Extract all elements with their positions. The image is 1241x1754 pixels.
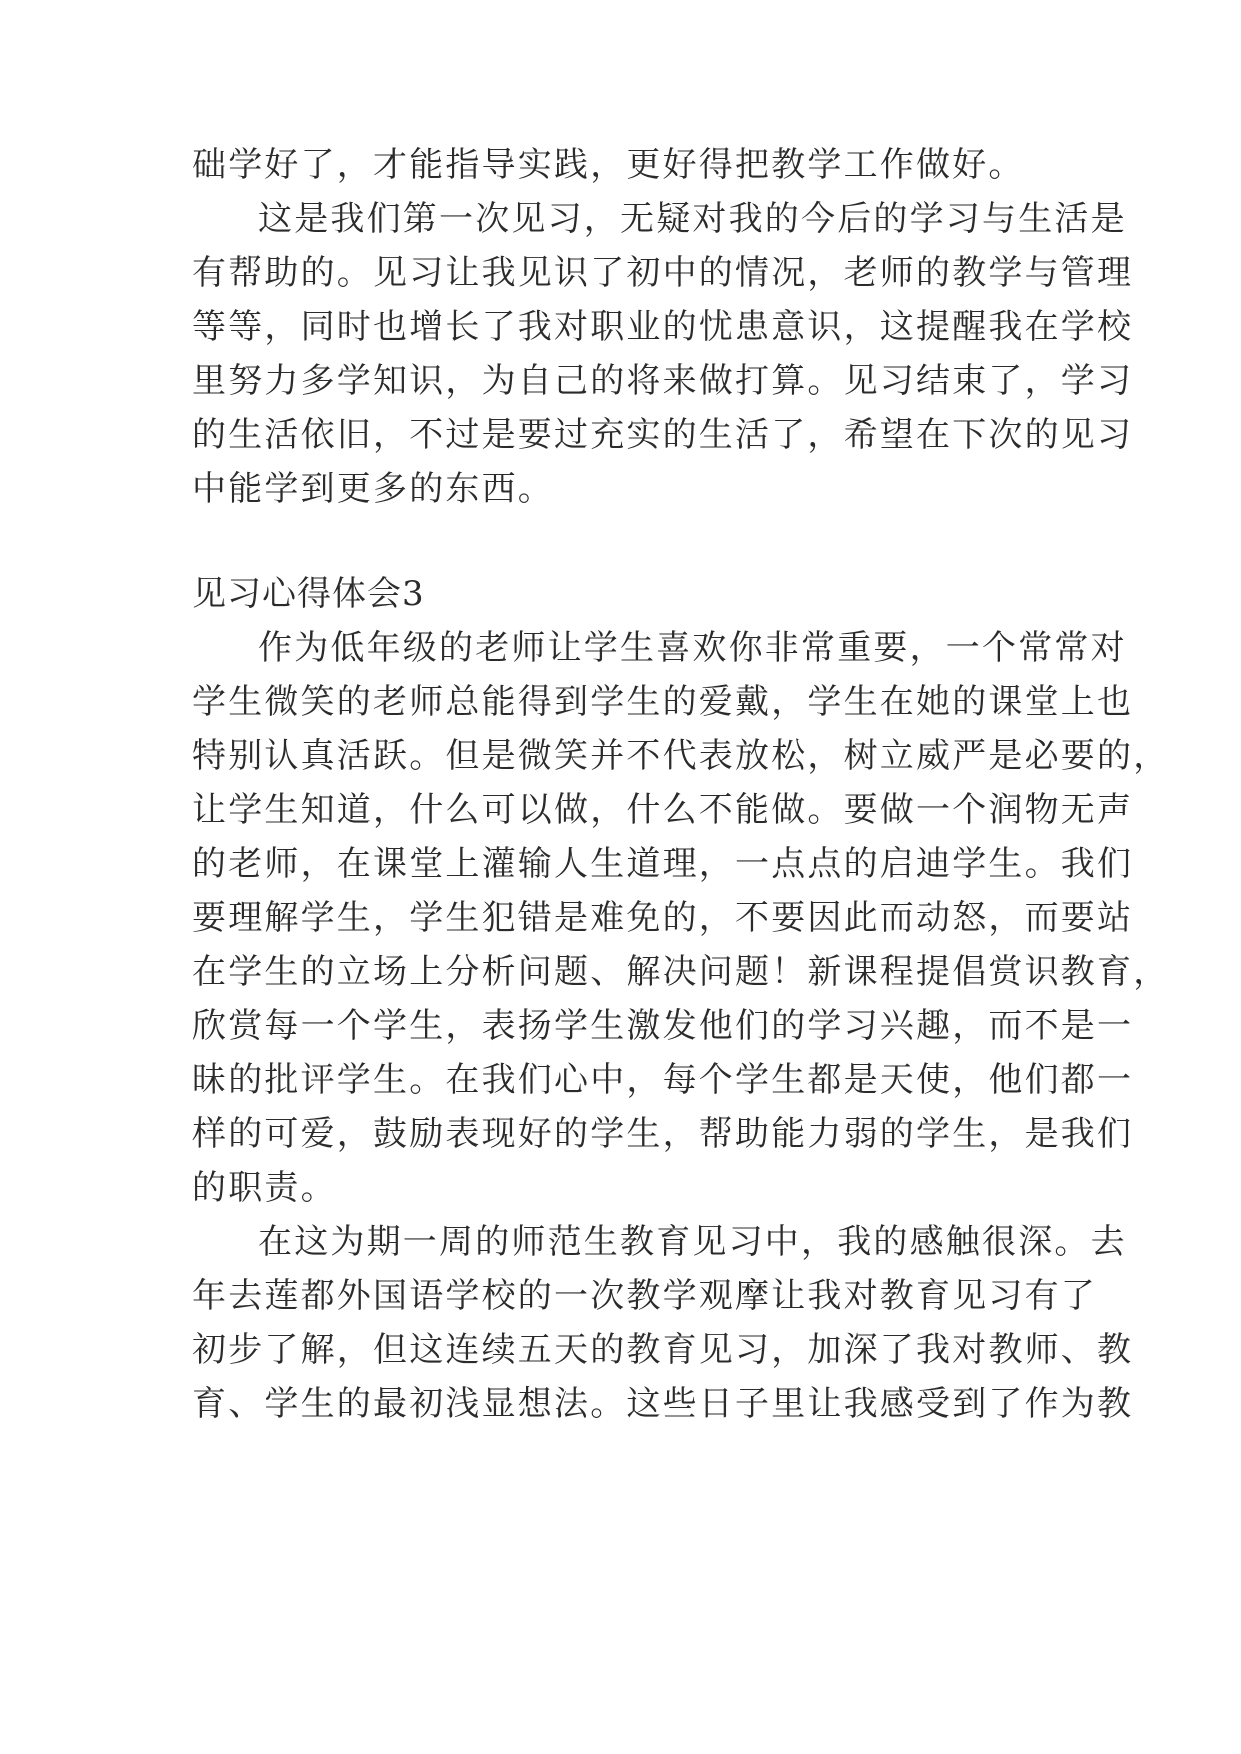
text-line: 等等，同时也增长了我对职业的忧患意识，这提醒我在学校 <box>192 307 1134 347</box>
text-line: 的生活依旧，不过是要过充实的生活了，希望在下次的见习 <box>192 415 1134 455</box>
text-line: 中能学到更多的东西。 <box>192 469 554 509</box>
text-line: 样的可爱，鼓励表现好的学生，帮助能力弱的学生，是我们 <box>192 1114 1134 1154</box>
text-line: 年去莲都外国语学校的一次教学观摩让我对教育见习有了 <box>192 1276 1097 1316</box>
text-line: 础学好了，才能指导实践，更好得把教学工作做好。 <box>192 145 1025 185</box>
text-line: 欣赏每一个学生，表扬学生激发他们的学习兴趣，而不是一 <box>192 1006 1134 1046</box>
text-line: 有帮助的。见习让我见识了初中的情况，老师的教学与管理 <box>192 253 1134 293</box>
text-line: 作为低年级的老师让学生喜欢你非常重要，一个常常对 <box>258 628 1127 668</box>
text-line: 学生微笑的老师总能得到学生的爱戴，学生在她的课堂上也 <box>192 682 1134 722</box>
text-line: 的老师，在课堂上灌输人生道理，一点点的启迪学生。我们 <box>192 844 1134 884</box>
text-line: 在这为期一周的师范生教育见习中，我的感触很深。去 <box>258 1222 1127 1262</box>
text-line: 要理解学生，学生犯错是难免的，不要因此而动怒，而要站 <box>192 898 1134 938</box>
text-line: 这是我们第一次见习，无疑对我的今后的学习与生活是 <box>258 199 1127 239</box>
text-line: 初步了解，但这连续五天的教育见习，加深了我对教师、教 <box>192 1330 1134 1370</box>
text-line: 特别认真活跃。但是微笑并不代表放松，树立威严是必要的， <box>192 736 1170 776</box>
text-line: 育、学生的最初浅显想法。这些日子里让我感受到了作为教 <box>192 1384 1134 1424</box>
text-line: 的职责。 <box>192 1168 337 1208</box>
text-line: 里努力多学知识，为自己的将来做打算。见习结束了，学习 <box>192 361 1134 401</box>
text-line: 在学生的立场上分析问题、解决问题！新课程提倡赏识教育， <box>192 952 1170 992</box>
text-line: 昧的批评学生。在我们心中，每个学生都是天使，他们都一 <box>192 1060 1134 1100</box>
text-line: 让学生知道，什么可以做，什么不能做。要做一个润物无声 <box>192 790 1134 830</box>
section-heading: 见习心得体会3 <box>192 574 425 614</box>
